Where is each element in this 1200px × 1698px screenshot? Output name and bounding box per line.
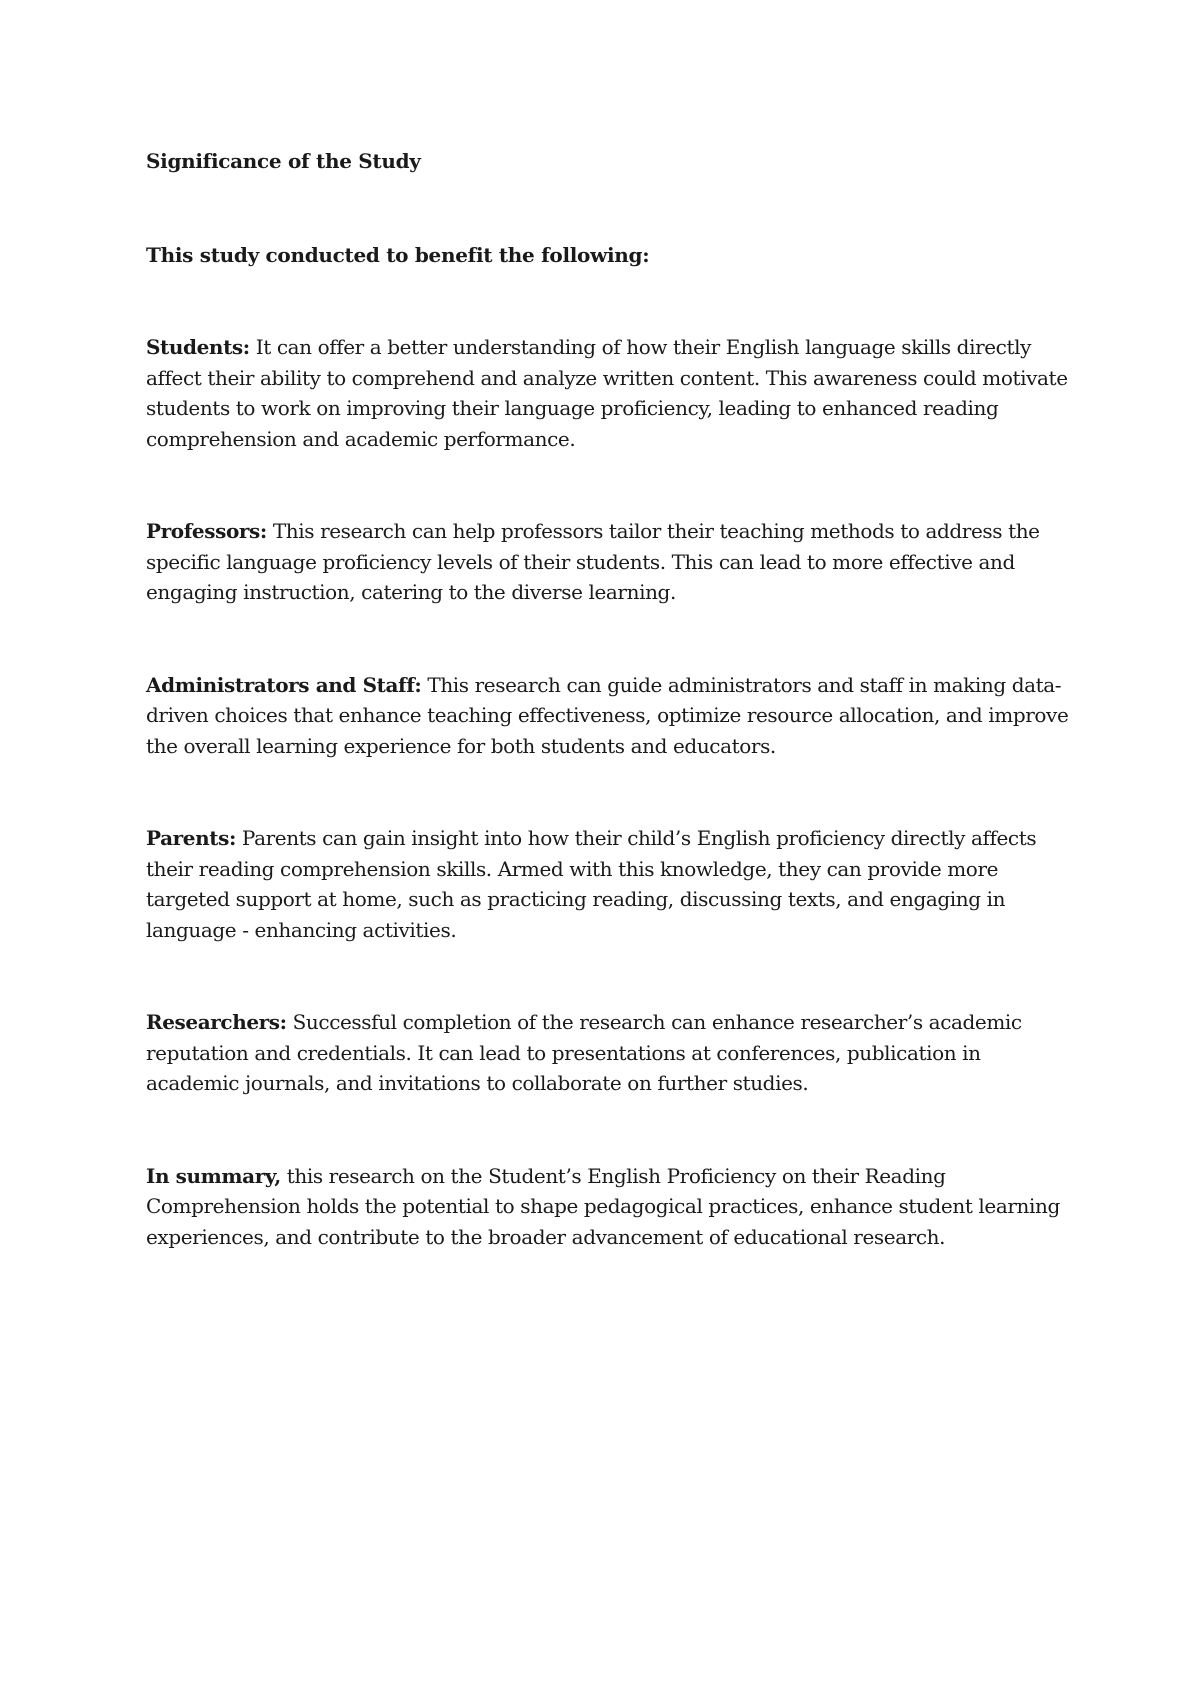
section-administrators-lead: Administrators and Staff: bbox=[146, 672, 422, 697]
document-body bbox=[146, 146, 1076, 1252]
document-title: Significance of the Study bbox=[146, 149, 421, 173]
section-parents bbox=[146, 823, 1076, 945]
section-researchers-text: Successful completion of the research can enhance researcher’s academic reputation and credentials. It can lead to presentations at conferences, publication in academic journals, and invitations to collaborate on further studies. bbox=[146, 1010, 1022, 1095]
section-administrators-text: This research can guide administrators and staff in making data-driven choices that enhance teaching effectiveness, optimize resource allocation, and improve the overall learning experience for both students and educators. bbox=[146, 672, 1069, 758]
section-parents-lead: Parents: bbox=[146, 826, 236, 850]
section-professors bbox=[146, 516, 1076, 608]
section-students bbox=[146, 332, 1076, 454]
section-professors-text: This research can help professors tailor their teaching methods to address the specific language proficiency levels of their students. This can lead to more effective and engaging instruction, catering to the diverse learning. bbox=[146, 519, 1040, 604]
section-students-text: It can offer a better understanding of how their English language skills directly affect their ability to comprehend and analyze written content. This awareness could motivate students to work on improving their language proficiency, leading to enhanced reading comprehension and academic performance. bbox=[146, 335, 1068, 451]
section-summary-text: this research on the Student’s English Proficiency on their Reading Comprehension holds the potential to shape pedagogical practices, enhance student learning experiences, and contribute to the broader advancement of educational research. bbox=[146, 1163, 1060, 1249]
section-researchers bbox=[146, 1007, 1076, 1099]
section-summary-lead: In summary, bbox=[146, 1163, 281, 1188]
section-students-lead: Students: bbox=[146, 335, 250, 359]
section-parents-text: Parents can gain insight into how their child’s English proficiency directly affects their reading comprehension skills. Armed with this knowledge, they can provide more targeted support at home, such as practicing reading, discussing texts, and engaging in language - enhancing activities. bbox=[146, 826, 1037, 942]
intro-heading: This study conducted to benefit the following: bbox=[146, 243, 650, 267]
section-researchers-lead: Researchers: bbox=[146, 1010, 287, 1034]
section-professors-lead: Professors: bbox=[146, 519, 267, 543]
section-administrators bbox=[146, 670, 1076, 762]
section-summary bbox=[146, 1161, 1076, 1253]
